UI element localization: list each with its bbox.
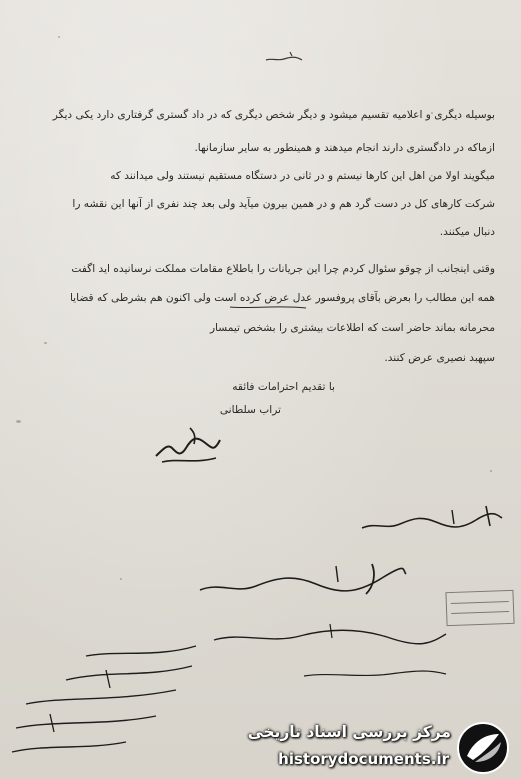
body-line-5: دنبال میکنند.	[439, 226, 495, 238]
watermark-title: مرکز بررسی اسناد تاریخی	[247, 723, 451, 741]
handwritten-note-lower	[210, 618, 450, 654]
signature	[150, 418, 224, 468]
registration-stamp	[445, 590, 514, 626]
body-line-7: همه این مطالب را بعرض بآقای پروفسور عدل عرض کرده است ولی اکنون هم بشرطی که قضایا	[69, 292, 495, 304]
body-line-8: محرمانه بماند حاضر است که اطلاعات بیشتری را بشخص تیمسار	[209, 322, 495, 334]
handwritten-note-bottom-left	[6, 640, 206, 770]
body-line-4: شرکت کارهای کل در دست گرد هم و در همین بیرون میآید ولی بعد چند نفری از آنها این نقشه را	[72, 198, 495, 210]
paper-speck	[490, 470, 492, 472]
body-line-9: سپهبد نصیری عرض کنند.	[384, 352, 495, 364]
body-line-6: وقتی اینجانب از چوقو سئوال کردم چرا این جریانات را باطلاع مقامات مملکت نرسانیده اید اگفت	[71, 263, 495, 275]
paper-speck	[120, 578, 122, 580]
watermark-url: historydocuments.ir	[278, 750, 449, 768]
closing-salutation: با تقدیم احترامات فائقه	[232, 381, 335, 393]
body-line-3: میگویند اولا من اهل این کارها نیستم و در ثانی در دستگاه مستقیم نیستند ولی میدانند که	[110, 170, 495, 182]
archive-logo-icon	[455, 720, 511, 776]
body-line-2: ازماکه در دادگستری دارند انجام میدهند و همینطور به سایر سازمانها.	[194, 142, 495, 154]
sender-name: تراب سلطانی	[219, 404, 281, 416]
handwritten-note-middle	[196, 560, 410, 608]
paper-speck	[16, 420, 21, 423]
paper-speck	[44, 342, 47, 344]
handwritten-underline	[228, 303, 308, 311]
paper-speck	[58, 36, 60, 38]
handwritten-note-lower-2	[300, 664, 450, 684]
body-line-1: بوسیله دیگری و اعلامیه تقسیم میشود و دیگر شخص دیگری که در داد گستری گرفتاری دارد یکی دیگر	[52, 109, 495, 121]
archive-watermark	[206, 716, 521, 779]
handwritten-note-right	[356, 500, 506, 540]
handwritten-top-mark	[262, 44, 312, 70]
